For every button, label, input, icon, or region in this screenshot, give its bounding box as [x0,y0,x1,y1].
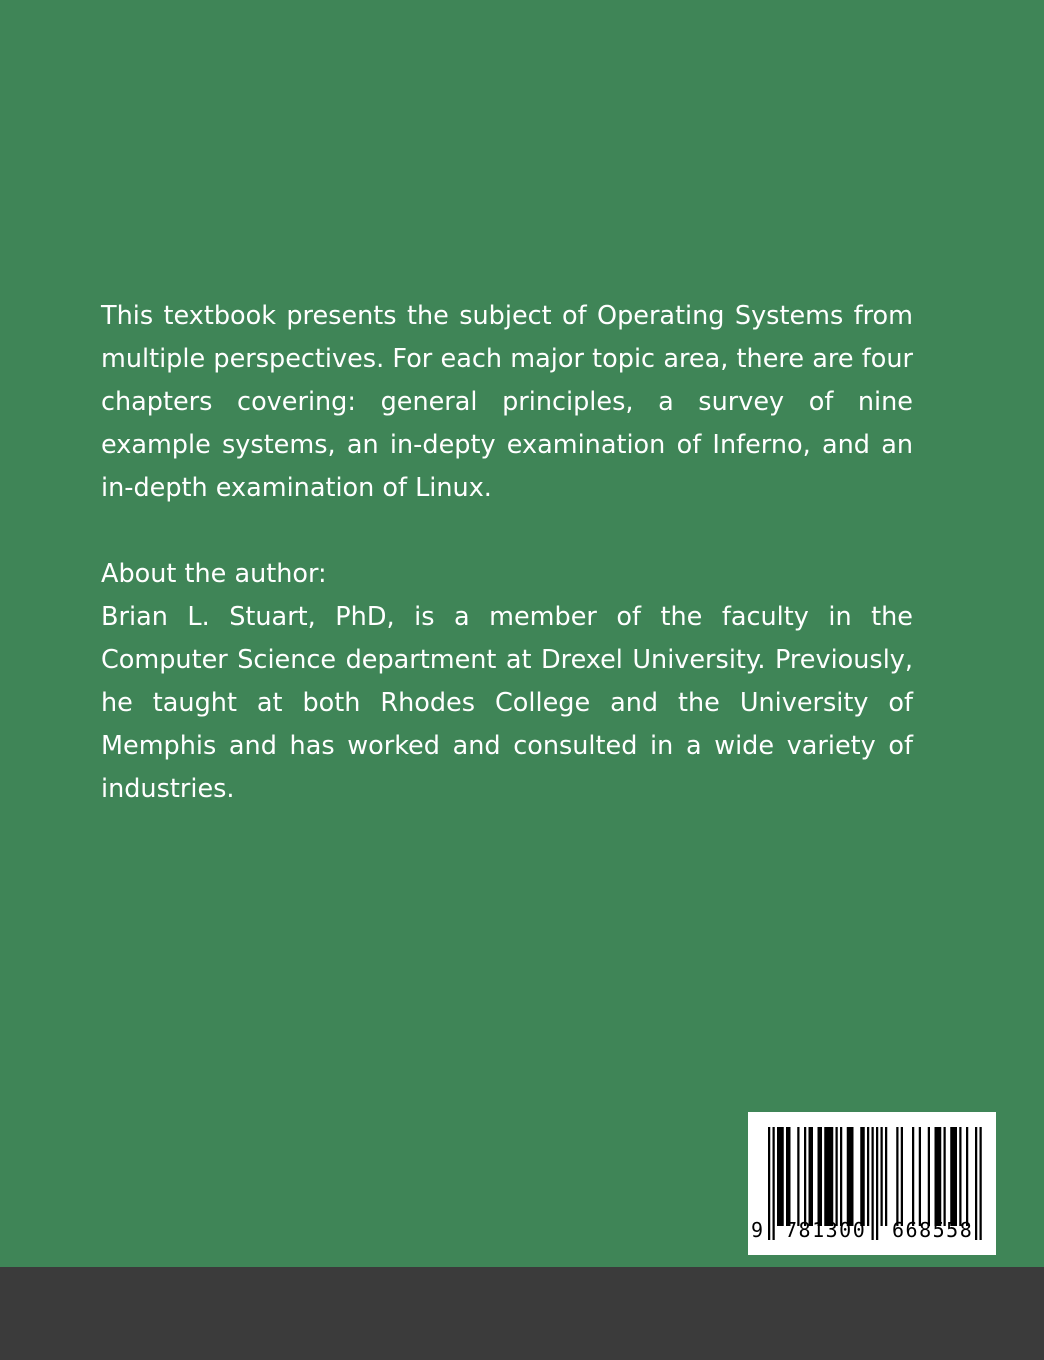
paragraph-spacer [101,510,913,553]
barcode-bar [935,1127,942,1226]
barcode-bar [797,1127,799,1226]
author-bio: Brian L. Stuart, PhD, is a member of the faculty in the Computer Science department at Drexel University. Previously, he taught at both Rhodes College and the University of Memphis and has worked and consulted in a wide variety of industries. [101,602,913,804]
barcode-bar [786,1127,791,1226]
barcode-bar [809,1127,814,1226]
barcode-bar [966,1127,968,1226]
barcode-bar [950,1127,957,1226]
barcode-bar [944,1127,946,1226]
barcode-bar [881,1127,883,1226]
barcode-bar [885,1127,887,1226]
barcode-right-digits: 668558 [892,1218,974,1242]
barcode-bar [912,1127,914,1226]
barcode-lead-digit: 9 [751,1218,765,1242]
barcode-bar [824,1127,833,1226]
barcode-bar [867,1127,869,1226]
about-author-heading: About the author: [101,559,327,589]
barcode-bar [896,1127,898,1226]
barcode-bar [804,1127,806,1226]
barcode-bar [928,1127,930,1226]
barcode-left-digits: 781300 [785,1218,867,1242]
barcode-bar [901,1127,903,1226]
barcode-bar [818,1127,823,1226]
barcode-bar [836,1127,838,1226]
barcode-bar [872,1127,874,1240]
barcode-bar [876,1127,878,1240]
barcode-bar [975,1127,977,1240]
barcode-bar [840,1127,842,1226]
barcode-bar [847,1127,854,1226]
barcode-bar [773,1127,775,1240]
barcode-bar [919,1127,921,1226]
book-description: This textbook presents the subject of Operating Systems from multiple perspectives. For each major topic area, there are four chapters covering: general principles, a survey of nine example systems, an in-depty examination of Inferno, and an in-depth examination of Linux. [101,301,913,503]
barcode-bar [860,1127,865,1226]
barcode-bar [959,1127,961,1226]
bottom-bar [0,1267,1044,1360]
barcode-bar [980,1127,982,1240]
back-cover-blurb [101,295,913,811]
barcode-bar [768,1127,770,1240]
barcode-bar [777,1127,784,1226]
